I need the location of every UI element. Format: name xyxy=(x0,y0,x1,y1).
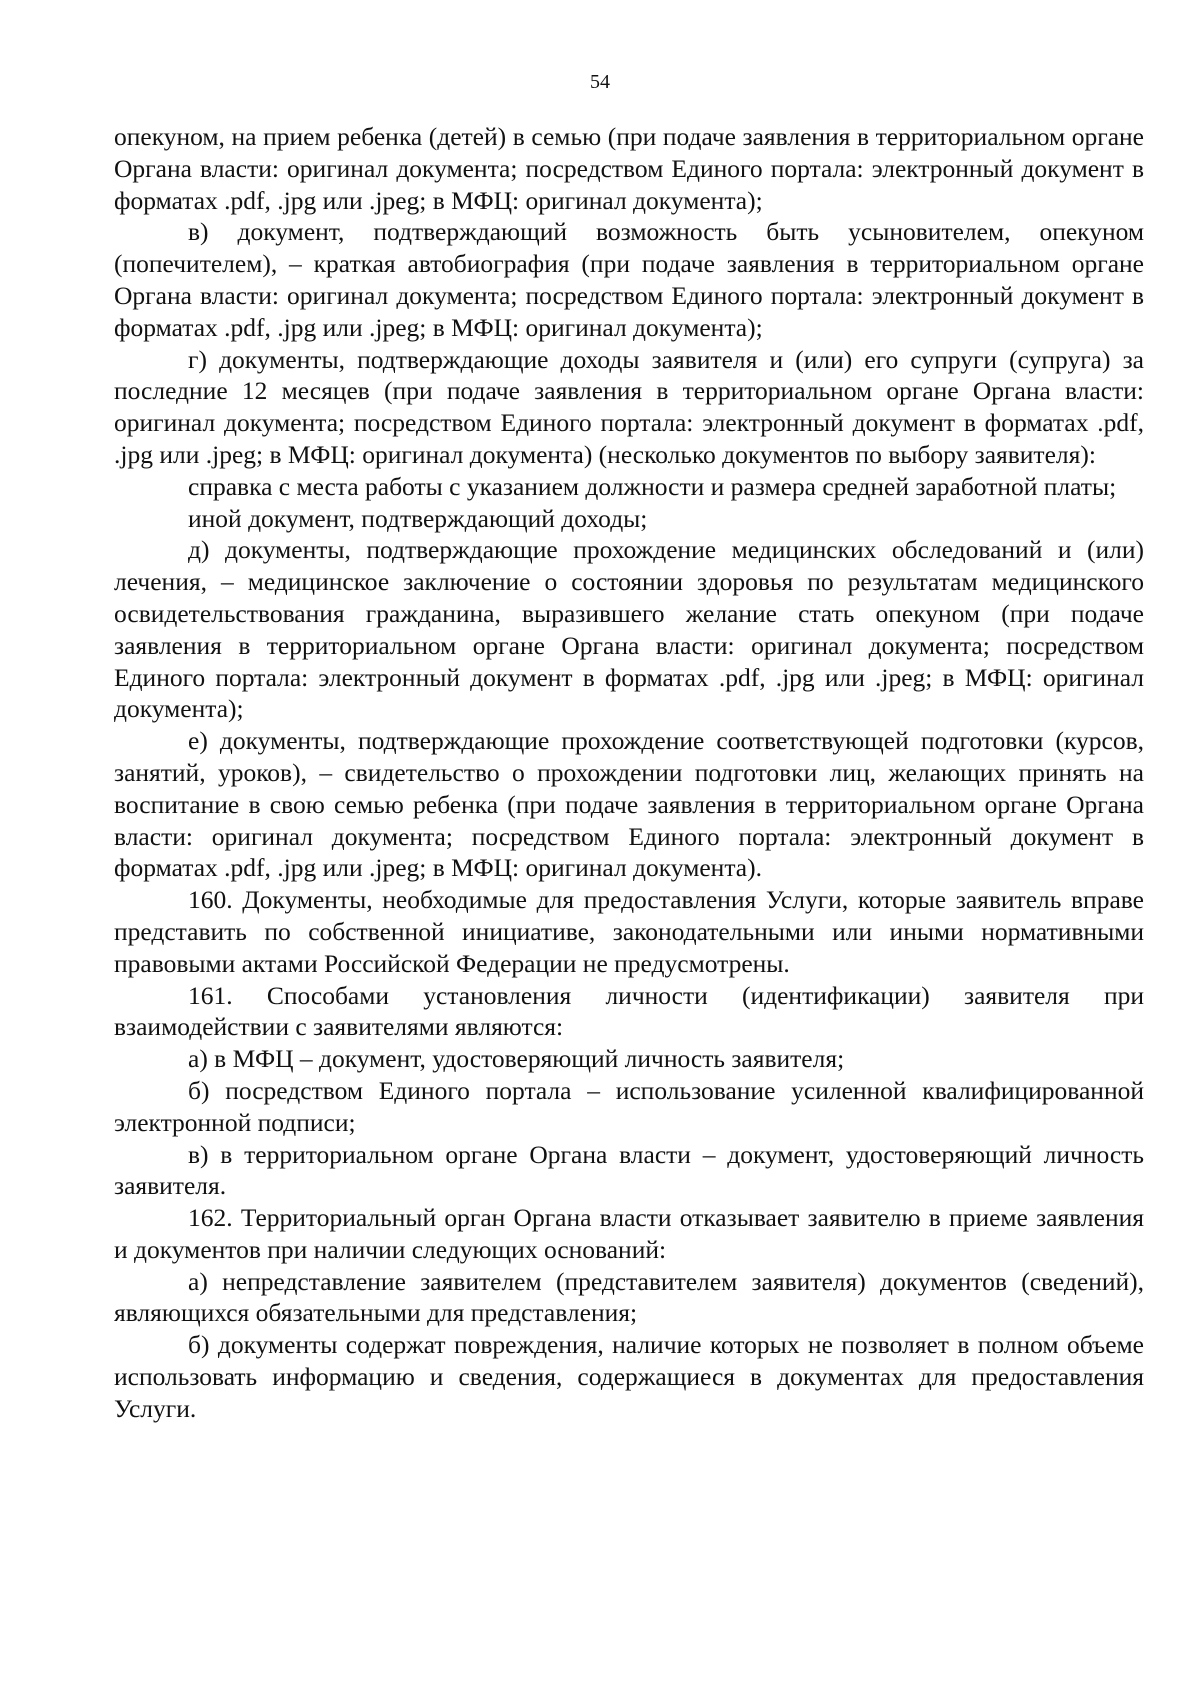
paragraph-income-certificate: справка с места работы с указанием должности и размера средней заработной платы; xyxy=(188,471,1117,501)
paragraph-162-a: а) непредставление заявителем (представителем заявителя) документов (сведений), являющихся обязательными для представления; xyxy=(114,1266,1144,1328)
paragraph-162: 162. Территориальный орган Органа власти отказывает заявителю в приеме заявления и документов при наличии следующих оснований: xyxy=(114,1203,1144,1264)
paragraph-162-b: б) документы содержат повреждения, наличие которых не позволяет в полном объеме использовать информацию и сведения, содержащиеся в документах для предоставления Услуги. xyxy=(114,1330,1144,1423)
paragraph-161-v: в) в территориальном органе Органа власти – документ, удостоверяющий личность заявителя. xyxy=(114,1139,1144,1201)
paragraph-161-a: а) в МФЦ – документ, удостоверяющий личность заявителя; xyxy=(188,1044,845,1074)
paragraph-other-income-document: иной документ, подтверждающий доходы; xyxy=(188,503,648,533)
paragraph-item-d: д) документы, подтверждающие прохождение медицинских обследований и (или) лечения, – медицинское заключение о состоянии здоровья по результатам медицинского освидетельствования гражданина, выразившего желание стать опекуном (при подаче заявления в территориальном органе Органа власти: оригинал документа; посредством Единого портала: электронный документ в форматах .pdf, .jpg или .jpeg; в МФЦ: оригинал документа); xyxy=(114,535,1144,724)
page-number: 54 xyxy=(590,71,610,93)
paragraph-161: 161. Способами установления личности (идентификации) заявителя при взаимодействии с заявителями являются: xyxy=(114,980,1144,1042)
paragraph-continuation: опекуном, на прием ребенка (детей) в семью (при подаче заявления в территориальном органе Органа власти: оригинал документа; посредством Единого портала: электронный документ в форматах .pdf, .jpg или .jpeg; в МФЦ: оригинал документа); xyxy=(114,122,1144,215)
paragraph-item-g: г) документы, подтверждающие доходы заявителя и (или) его супруги (супруга) за последние 12 месяцев (при подаче заявления в территориальном органе Органа власти: оригинал документа; посредством Единого портала: электронный документ в форматах .pdf, .jpg или .jpeg; в МФЦ: оригинал документа) (несколько документов по выбору заявителя): xyxy=(114,344,1144,469)
paragraph-item-v: в) документ, подтверждающий возможность быть усыновителем, опекуном (попечителем), – краткая автобиография (при подаче заявления в территориальном органе Органа власти: оригинал документа; посредством Единого портала: электронный документ в форматах .pdf, .jpg или .jpeg; в МФЦ: оригинал документа); xyxy=(114,217,1144,342)
document-body xyxy=(114,121,1144,1425)
paragraph-160: 160. Документы, необходимые для предоставления Услуги, которые заявитель вправе представить по собственной инициативе, законодательными или иными нормативными правовыми актами Российской Федерации не предусмотрены. xyxy=(114,885,1144,978)
paragraph-item-e: е) документы, подтверждающие прохождение соответствующей подготовки (курсов, занятий, уроков), – свидетельство о прохождении подготовки лиц, желающих принять на воспитание в свою семью ребенка (при подаче заявления в территориальном органе Органа власти: оригинал документа; посредством Единого портала: электронный документ в форматах .pdf, .jpg или .jpeg; в МФЦ: оригинал документа). xyxy=(114,726,1144,883)
paragraph-161-b: б) посредством Единого портала – использование усиленной квалифицированной электронной подписи; xyxy=(114,1075,1144,1137)
